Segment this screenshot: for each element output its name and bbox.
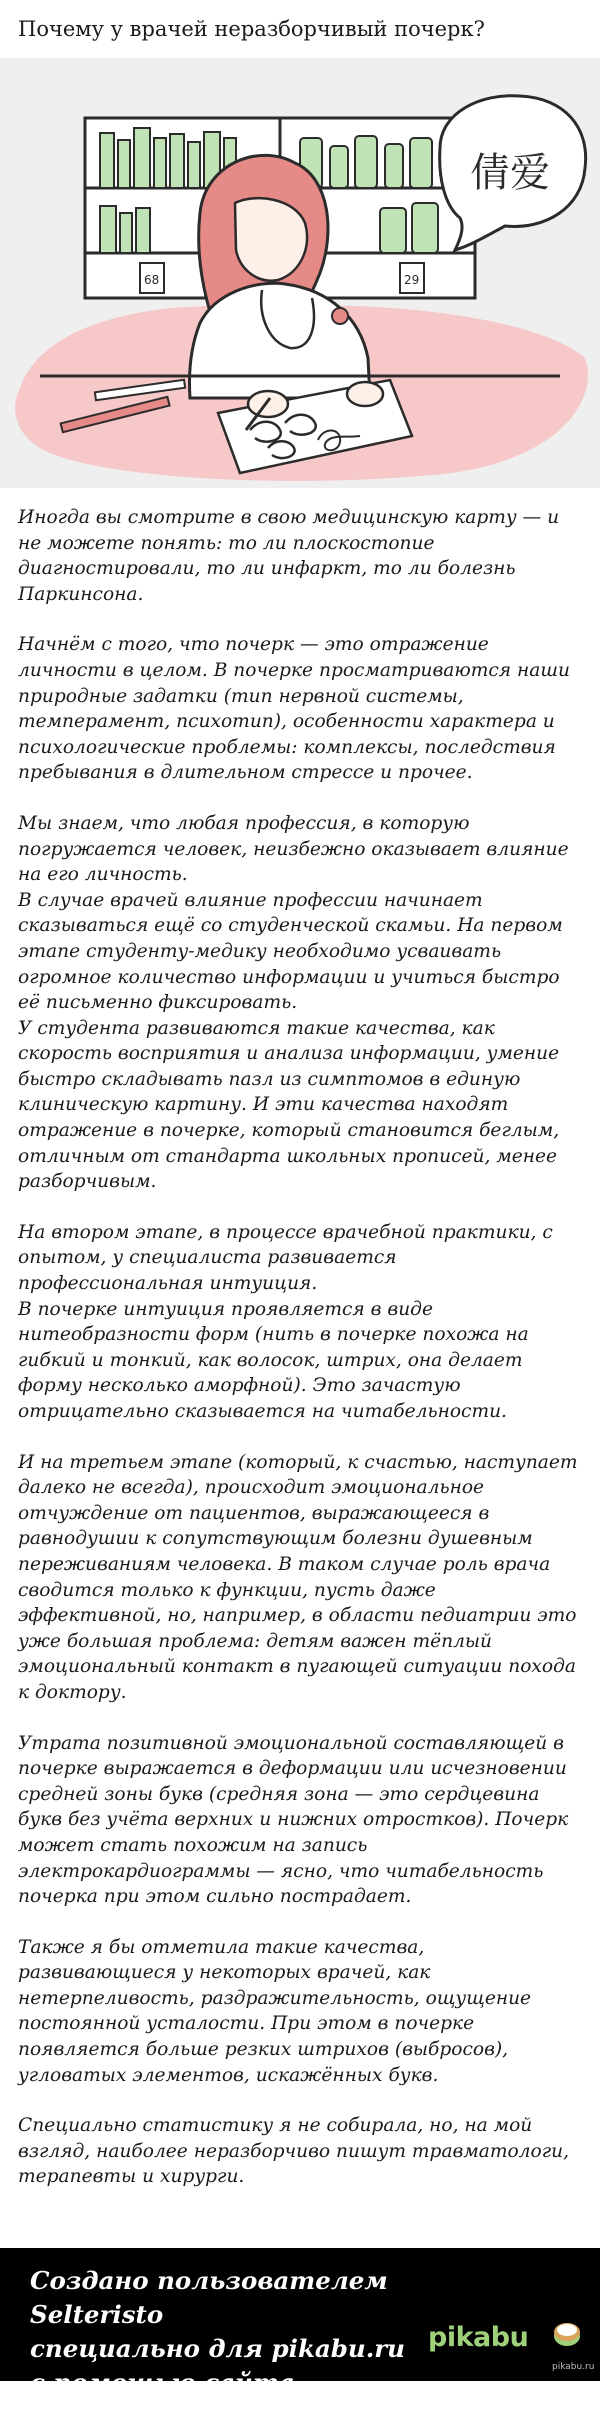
article-paragraph: У студента развиваются такие качества, как скорость восприятия и анализа информации, умение быстро складывать пазл из симптомов в единую клиническую картину. И эти качества находят отражение в почерке, который становится беглым, отличным от стандарта школьных прописей, менее разборчивым. — [18, 1017, 560, 1193]
pikabu-logo: pikabu — [428, 2322, 529, 2353]
footer-banner — [0, 2250, 600, 2431]
footer-watermark: pikabu.ru — [552, 2362, 595, 2372]
doctor-writing-illustration — [0, 58, 600, 488]
doctor-illustration — [0, 58, 600, 488]
speech-bubble-text: 倩爱 — [470, 150, 550, 196]
pikabu-logo-icon — [552, 2318, 582, 2348]
article-paragraph: Мы знаем, что любая профессия, в которую погружается человек, неизбежно оказывает влияние на его личность. — [18, 812, 569, 886]
article-paragraph: В случае врачей влияние профессии начинает сказываться ещё со студенческой скамьи. На первом этапе студенту-медику необходимо усваивать огромное количество информации и учиться быстро её письменно фиксировать. — [18, 889, 563, 1014]
article-paragraph: Специально статистику я не собирала, но, на мой взгляд, наиболее неразборчиво пишут травматологи, терапевты и хирурги. — [18, 2115, 569, 2188]
credit-line-site: специально для pikabu.ru — [30, 2334, 405, 2363]
article-paragraph: Также я бы отметила такие качества, развивающиеся у некоторых врачей, как нетерпеливость, раздражительность, ощущение постоянной усталости. При этом в почерке появляется больше резких штрихов (выбросов), угловатых элементов, искажённых букв. — [18, 1936, 532, 2086]
jar-label-right: 29 — [404, 273, 420, 287]
credit-line-author: Создано пользователем Selteristo — [30, 2266, 388, 2329]
article-paragraph: На втором этапе, в процессе врачебной практики, с опытом, у специалиста развивается профессиональная интуиция. — [18, 1221, 553, 1295]
article-paragraph: Начнём с того, что почерк — это отражение личности в целом. В почерке просматриваются наши природные задатки (тип нервной системы, темперамент, психотип), особенности характера и психологические проблемы: комплексы, последствия пребывания в длительном стрессе и прочее. — [18, 634, 570, 784]
credit-line-tool: с помощью сайта dlinnopost.ru — [30, 2368, 295, 2431]
article-paragraph: Утрата позитивной эмоциональной составляющей в почерке выражается в деформации или исчезновении средней зоны букв (средняя зона — это сердцевина букв без учёта верхних и нижних отростков). Почерк может стать похожим на запись электрокардиограммы — ясно, что читабельность почерка при этом сильно пострадает. — [18, 1732, 569, 1908]
article-paragraph: И на третьем этапе (который, к счастью, наступает далеко не всегда), происходит эмоциональное отчуждение от пациентов, выражающееся в равнодушии к сопутствующим болезни душевным переживаниям человека. В таком случае роль врача сводится только к функции, пусть даже эффективной, но, например, в области педиатрии это уже большая проблема: детям важен тёплый эмоциональный контакт в пугающей ситуации похода к доктору. — [18, 1451, 578, 1703]
article-body — [18, 505, 584, 2190]
article-paragraph: В почерке интуиция проявляется в виде нитеобразности форм (нить в почерке похожа на гибкий и тонкий, как волосок, штрих, она делает форму несколько аморфной). Это зачастую отрицательно сказывается на читабельности. — [18, 1298, 529, 1422]
article-paragraph: Иногда вы смотрите в свою медицинскую карту — и не можете понять: то ли плоскостопие диагностировали, то ли инфаркт, то ли болезнь Паркинсона. — [18, 507, 560, 605]
footer-credit — [30, 2264, 450, 2434]
jar-label-left: 68 — [144, 273, 160, 287]
page-title: Почему у врачей неразборчивый почерк? — [18, 17, 485, 41]
